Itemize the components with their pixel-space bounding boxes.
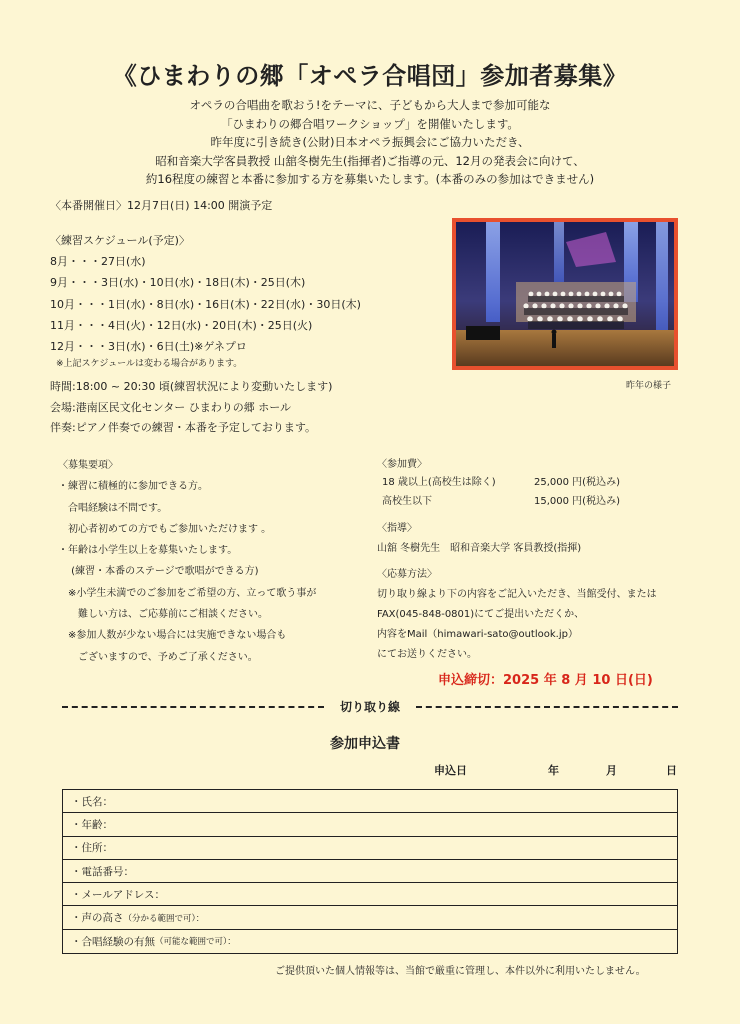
requirements-line: ※小学生未満でのご参加をご希望の方、立って歌う事が	[58, 587, 317, 599]
intro-line: 昨年度に引き続き(公財)日本オペラ振興会にご協力いただき、	[210, 135, 530, 149]
schedule-section	[50, 230, 361, 357]
apply-section	[377, 565, 657, 665]
schedule-line: 8月・・・27日(水)	[50, 255, 146, 269]
form-row-label: ・氏名：	[71, 795, 113, 808]
intro-line: 約16程度の練習と本番に参加する方を募集いたします。(本番のみの参加はできません)	[145, 172, 595, 186]
application-form	[62, 789, 678, 954]
cut-line	[62, 698, 678, 715]
form-day-label: 日	[666, 764, 677, 777]
cut-line-dash-left	[62, 706, 324, 708]
requirements-line: 難しい方は、ご応募前にご相談ください。	[58, 609, 268, 621]
page-title: 《ひまわりの郷「オペラ合唱団」参加者募集》	[112, 62, 628, 90]
fee-adult-label: 18 歳以上(高校生は除く)	[382, 477, 496, 488]
schedule-line: 11月・・・4日(火)・12日(水)・20日(木)・25日(火)	[50, 318, 313, 332]
fee-student-label: 高校生以下	[382, 496, 432, 507]
fee-heading: 〈参加費〉	[377, 459, 427, 470]
choir-photo	[452, 218, 678, 370]
form-row-label: ・電話番号：	[71, 865, 134, 878]
requirements-section	[58, 455, 316, 668]
intro-text	[0, 96, 740, 189]
privacy-note: ご提供頂いた個人情報等は、当館で厳重に管理し、本件以外に利用いたしません。	[275, 966, 646, 977]
photo-caption: 昨年の様子	[626, 381, 672, 391]
cut-line-label: 切り取り線	[340, 700, 401, 714]
requirements-line: (練習・本番のステージで歌唱ができる方)	[58, 566, 259, 578]
form-title: 参加申込書	[330, 736, 400, 752]
schedule-heading: 〈練習スケジュール(予定)〉	[50, 234, 190, 247]
fee-student-amount: 15,000 円(税込み)	[534, 496, 620, 507]
form-row-email[interactable]	[63, 883, 677, 906]
form-row-age[interactable]	[63, 813, 677, 836]
detail-accompaniment: 伴奏:ピアノ伴奏での練習・本番を予定しております。	[50, 421, 316, 434]
form-row-label: ・年齢：	[71, 818, 113, 831]
apply-line: 切り取り線より下の内容をご記入いただき、当館受付、または	[377, 589, 657, 600]
schedule-note: ※上記スケジュールは変わる場合があります。	[56, 359, 243, 369]
requirements-line: 合唱経験は不問です。	[58, 502, 168, 514]
form-row-label: ・声の高さ	[71, 912, 124, 925]
apply-line: 内容をMail（himawari-sato@outlook.jp）	[377, 629, 578, 640]
form-month-label: 月	[606, 764, 617, 777]
form-row-choir-experience[interactable]	[63, 930, 677, 953]
form-row-note: （可能な範囲で可）：	[155, 937, 236, 948]
cut-line-dash-right	[416, 706, 678, 708]
intro-line: 「ひまわりの郷合唱ワークショップ」を開催いたします。	[221, 116, 519, 131]
apply-line: FAX(045-848-0801)にてご提出いただくか、	[377, 609, 585, 620]
choir-photo-image	[456, 222, 674, 366]
schedule-line: 9月・・・3日(水)・10日(水)・18日(木)・25日(木)	[50, 276, 306, 290]
form-date-label: 申込日	[434, 764, 467, 777]
requirements-line: 初心者初めての方でもご参加いただけます 。	[58, 523, 272, 535]
detail-venue: 会場:港南区民文化センター ひまわりの郷 ホール	[50, 400, 292, 414]
schedule-line: 10月・・・1日(水)・8日(水)・16日(木)・22日(水)・30日(木)	[50, 297, 361, 311]
form-row-label: ・合唱経験の有無	[71, 935, 155, 948]
form-row-label: ・住所：	[71, 842, 113, 855]
apply-heading: 〈応募方法〉	[377, 569, 437, 580]
requirements-line: ・年齢は小学生以上を募集いたします。	[58, 545, 238, 557]
form-row-address[interactable]	[63, 837, 677, 860]
requirements-heading: 〈募集要項〉	[58, 460, 118, 471]
form-year-label: 年	[548, 764, 559, 777]
form-row-name[interactable]	[63, 790, 677, 813]
requirements-line: ございますので、予めご了承ください。	[58, 651, 258, 663]
fee-adult-amount: 25,000 円(税込み)	[534, 477, 620, 488]
form-row-note: （分かる範囲で可）：	[123, 913, 205, 924]
instructor-text: 山舘 冬樹先生 昭和音楽大学 客員教授(指揮)	[377, 543, 582, 554]
form-row-voice-range[interactable]	[63, 906, 677, 929]
form-row-label: ・メールアドレス：	[71, 888, 165, 901]
detail-time: 時間:18:00 ~ 20:30 頃(練習状況により変動いたします)	[50, 380, 333, 393]
requirements-line: ・練習に積極的に参加できる方。	[58, 481, 208, 493]
deadline-text: 申込締切：2025 年 8 月 10 日(日)	[438, 673, 653, 688]
schedule-line: 12月・・・3日(水)・6日(土)※ゲネプロ	[50, 340, 247, 354]
apply-line: にてお送りください。	[377, 649, 477, 660]
instructor-heading: 〈指導〉	[377, 523, 417, 534]
performance-date: 〈本番開催日〉12月7日(日) 14:00 開演予定	[50, 199, 273, 212]
details-section	[50, 377, 332, 439]
intro-line: オペラの合唱曲を歌おう!をテーマに、子どもから大人まで参加可能な	[189, 98, 551, 112]
form-row-phone[interactable]	[63, 860, 677, 883]
requirements-line: ※参加人数が少ない場合には実施できない場合も	[58, 630, 287, 642]
intro-line: 昭和音楽大学客員教授 山舘冬樹先生(指揮者)ご指導の元、12月の発表会に向けて、	[155, 153, 585, 168]
